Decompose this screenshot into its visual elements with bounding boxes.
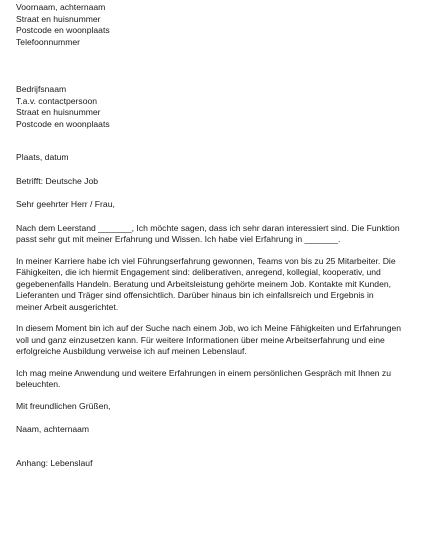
- recipient-company: Bedrijfsnaam: [16, 84, 67, 94]
- subject-line: Betrifft: Deutsche Job: [16, 175, 99, 186]
- paragraph-line: erfolgreiche Ausbildung verweise ich auf meinen Lebenslauf.: [16, 346, 247, 356]
- recipient-street: Straat en huisnummer: [16, 107, 101, 117]
- paragraph-line: meiner Arbeit ausgerichtet.: [16, 301, 119, 312]
- paragraph-line: gegebenenfalls Handeln. Beratung und Arbeitsleistung gehörte meinem Job. Kontakte mit Kunden,: [16, 278, 392, 289]
- paragraph-line: In diesem Moment bin ich auf der Suche nach einem Job, wo ich Meine Fähigkeiten und Erfahrungen: [16, 323, 402, 333]
- paragraph-line: beleuchten.: [16, 379, 61, 389]
- paragraph-line: Nach dem Leerstand _______, Ich möchte sagen, dass ich sehr daran interessiert sind. Die Funktion: [16, 222, 400, 233]
- sender-street: Straat en huisnummer: [16, 13, 101, 24]
- sender-phone: Telefoonnummer: [16, 36, 81, 47]
- paragraph-line: voll und ganz einzusetzen kann. Für weitere Informationen über meine Arbeitserfahrung und eine: [16, 334, 385, 345]
- paragraph-closing-request: [16, 368, 403, 391]
- paragraph-line: In meiner Karriere habe ich viel Führungserfahrung gewonnen, Teams von bis zu 25 Mitarbeiter. Die: [16, 255, 396, 266]
- recipient-address: [16, 84, 403, 130]
- recipient-attention: T.a.v. contactpersoon: [16, 95, 98, 106]
- paragraph-experience: [16, 256, 403, 314]
- paragraph-line: Lieferanten und Träger sind offensichtlich. Darüber hinaus bin ich einfallsreich und Ergebnis in: [16, 290, 374, 300]
- closing-greeting: Mit freundlichen Grüßen,: [16, 400, 111, 411]
- paragraph-line: Fähigkeiten, die ich hiermit Engagement sind: deliberativen, anregend, kollegial, kooperativ, und: [16, 267, 381, 277]
- sender-postcode-city: Postcode en woonplaats: [16, 25, 110, 35]
- paragraph-intro: [16, 223, 403, 246]
- paragraph-search: [16, 323, 403, 358]
- paragraph-line: Ich mag meine Anwendung und weitere Erfahrungen in einem persönlichen Gespräch mit Ihnen zu: [16, 367, 392, 378]
- attachment-note: Anhang: Lebenslauf: [16, 457, 93, 468]
- paragraph-line: passt sehr gut mit meiner Erfahrung und Wissen. Ich habe viel Erfahrung in _______.: [16, 234, 341, 244]
- signature-name: Naam, achternaam: [16, 424, 90, 434]
- place-date: Plaats, datum: [16, 152, 69, 162]
- sender-address: [16, 2, 403, 48]
- sender-name: Voornaam, achternaam: [16, 2, 106, 12]
- recipient-postcode-city: Postcode en woonplaats: [16, 118, 110, 129]
- salutation: Sehr geehrter Herr / Frau,: [16, 199, 115, 209]
